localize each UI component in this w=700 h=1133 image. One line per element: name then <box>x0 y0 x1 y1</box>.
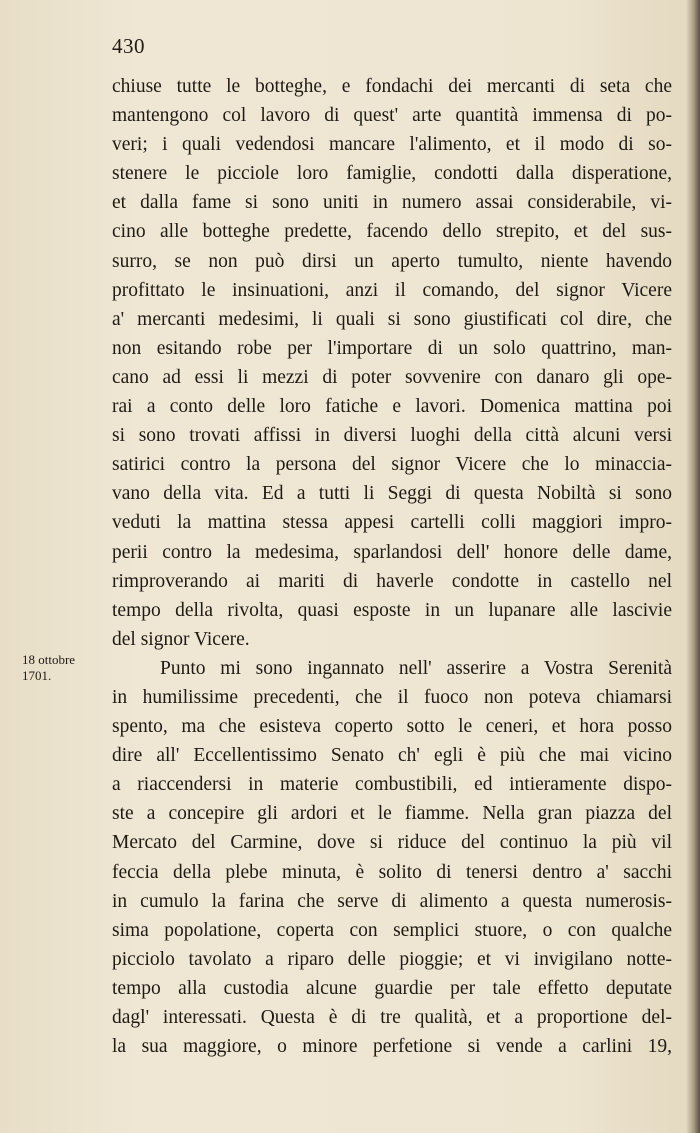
text-line: veri; i quali vedendosi mancare l'alimento, et il modo di so- <box>112 134 672 156</box>
text-line: sima popolatione, coperta con semplici stuore, o con qualche <box>112 919 672 941</box>
text-line: mantengono col lavoro di quest' arte quantità immensa di po- <box>112 105 672 127</box>
text-line: picciolo tavolato a riparo delle pioggie; et vi invigilano notte- <box>112 948 672 970</box>
text-line: veduti la mattina stessa appesi cartelli colli maggiori impro- <box>112 512 672 534</box>
text-line: la sua maggiore, o minore perfetione si vende a carlini 19, <box>112 1036 672 1058</box>
text-line: a' mercanti medesimi, li quali si sono giustificati col dire, che <box>112 308 672 330</box>
text-line: rai a conto delle loro fatiche e lavori. Domenica mattina poi <box>112 396 672 418</box>
text-line: Mercato del Carmine, dove si riduce del continuo la più vil <box>112 832 672 854</box>
text-line: non esitando robe per l'importare di un solo quattrino, man- <box>112 337 672 359</box>
text-line: tempo alla custodia alcune guardie per tale effetto deputate <box>112 977 672 999</box>
page-edge-shadow <box>686 0 700 1133</box>
text-line: profittato le insinuationi, anzi il comando, del signor Vicere <box>112 279 672 301</box>
text-line: cino alle botteghe predette, facendo dello strepito, et del sus- <box>112 221 672 243</box>
text-line: satirici contro la persona del signor Vicere che lo minaccia- <box>112 454 672 476</box>
text-line: in cumulo la farina che serve di alimento a questa numerosis- <box>112 890 672 912</box>
text-line: perii contro la medesima, sparlandosi dell' honore delle dame, <box>112 541 672 563</box>
text-line: cano ad essi li mezzi di poter sovvenire con danaro gli ope- <box>112 366 672 388</box>
body-text <box>112 72 672 1061</box>
margin-date-note <box>22 652 106 684</box>
text-line: stenere le picciole loro famiglie, condotti dalla disperatione, <box>112 163 672 185</box>
text-line: ste a concepire gli ardori et le fiamme. Nella gran piazza del <box>112 803 672 825</box>
text-line: surro, se non può dirsi un aperto tumulto, niente havendo <box>112 250 672 272</box>
page-number: 430 <box>112 34 145 58</box>
text-line: rimproverando ai mariti di haverle condotte in castello nel <box>112 570 672 592</box>
text-line: tempo della rivolta, quasi esposte in un lupanare alle lascivie <box>112 599 672 621</box>
text-line: feccia della plebe minuta, è solito di tenersi dentro a' sacchi <box>112 861 672 883</box>
text-line: dire all' Eccellentissimo Senato ch' egli è più che mai vicino <box>112 745 672 767</box>
text-line: et dalla fame si sono uniti in numero assai considerabile, vi- <box>112 192 672 214</box>
text-line: spento, ma che esisteva coperto sotto le ceneri, et hora posso <box>112 716 672 738</box>
text-line: chiuse tutte le botteghe, e fondachi dei mercanti di seta che <box>112 76 672 97</box>
text-line: dagl' interessati. Questa è di tre qualità, et a proportione del- <box>112 1007 672 1028</box>
margin-year-line: 1701. <box>22 668 52 683</box>
text-line: vano della vita. Ed a tutti li Seggi di questa Nobiltà si sono <box>112 483 672 505</box>
text-line: in humilissime precedenti, che il fuoco non poteva chiamarsi <box>112 686 672 708</box>
paragraph-start-line: Punto mi sono ingannato nell' asserire a Vostra Serenità <box>160 657 672 679</box>
paragraph-end-line: del signor Vicere. <box>112 628 250 650</box>
text-line: si sono trovati affissi in diversi luoghi della città alcuni versi <box>112 425 672 447</box>
margin-date-line: 18 ottobre <box>22 652 76 667</box>
text-line: a riaccendersi in materie combustibili, ed intieramente dispo- <box>112 774 672 796</box>
